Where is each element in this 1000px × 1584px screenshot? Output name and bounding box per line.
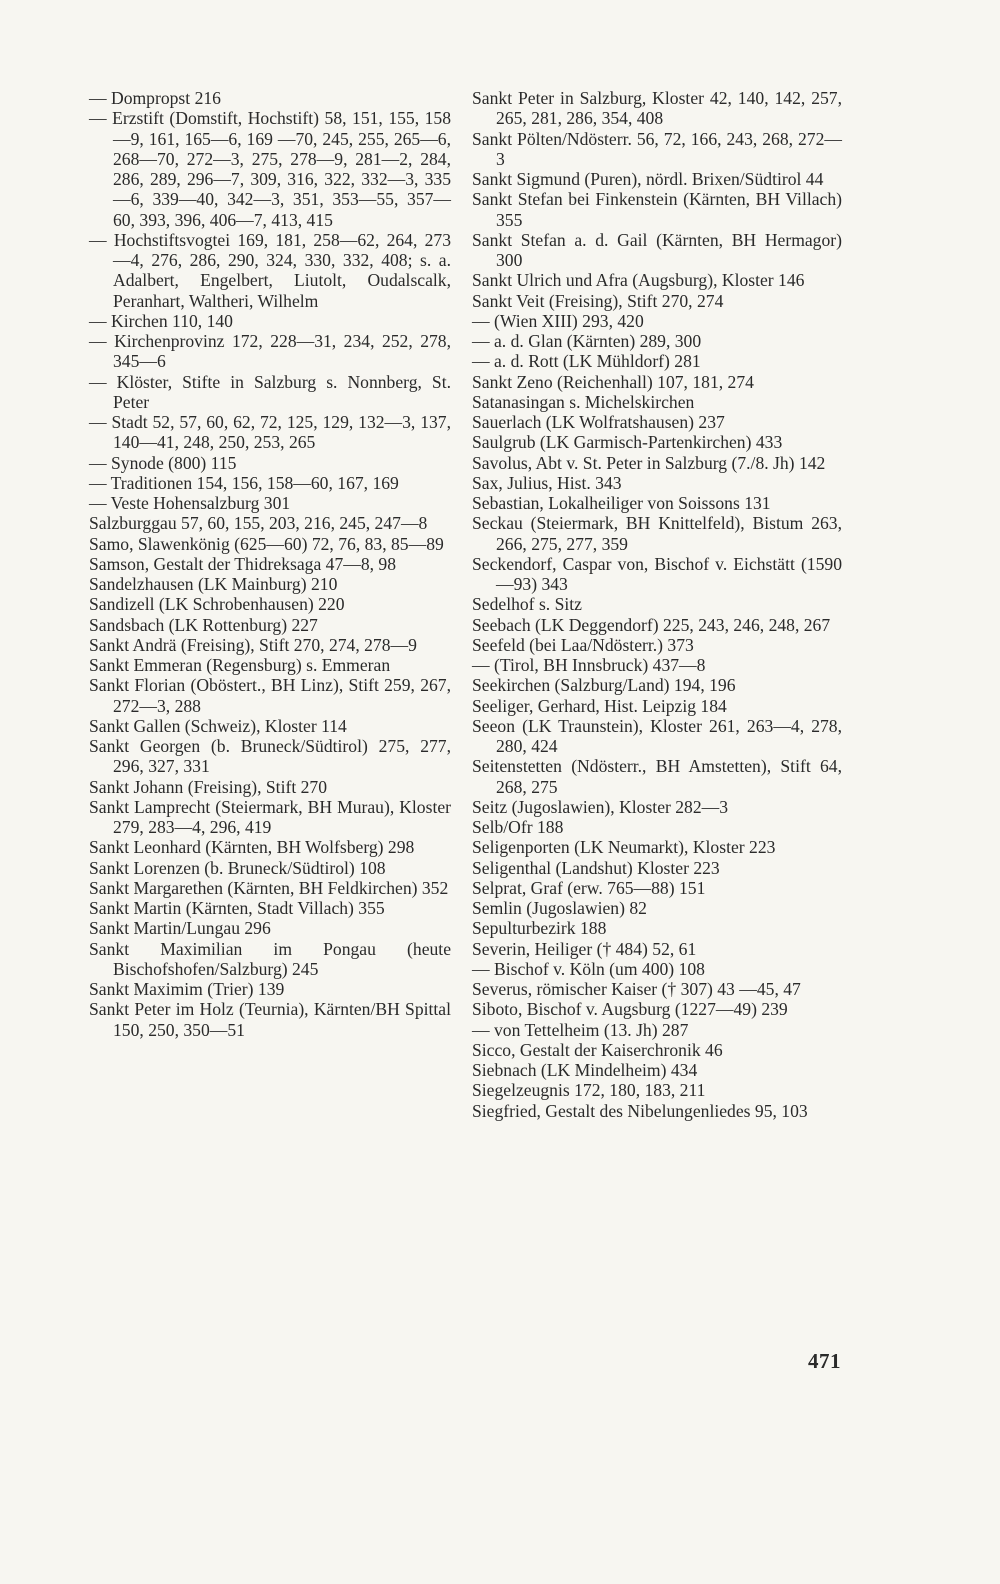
index-entry: Samo, Slawenkönig (625—60) 72, 76, 83, 85—89 <box>89 533 444 554</box>
index-entry: Sandsbach (LK Rottenburg) 227 <box>89 614 318 635</box>
index-entry: — von Tettelheim (13. Jh) 287 <box>472 1019 689 1040</box>
index-entry: — Veste Hohensalzburg 301 <box>89 493 291 513</box>
index-entry: Selb/Ofr 188 <box>472 817 564 837</box>
index-entry: — (Wien XIII) 293, 420 <box>472 310 644 331</box>
index-entry: — Hochstiftsvogtei 169, 181, 258—62, 264, 273—4, 276, 286, 290, 324, 330, 332, 408; s. a. Adalbert, Engelbert, Liutolt, Oudalscalk, Peranhart, Waltheri, Wilhelm <box>89 229 451 311</box>
left-column <box>89 88 451 1040</box>
index-entry: Sandizell (LK Schrobenhausen) 220 <box>89 594 345 615</box>
index-entry: Seeliger, Gerhard, Hist. Leipzig 184 <box>472 695 727 716</box>
index-entry: Sax, Julius, Hist. 343 <box>472 472 622 493</box>
index-entry: — Synode (800) 115 <box>89 452 237 473</box>
index-entry: Sankt Lamprecht (Steiermark, BH Murau), Kloster 279, 283—4, 296, 419 <box>89 796 451 837</box>
index-entry: Sicco, Gestalt der Kaiserchronik 46 <box>472 1039 723 1060</box>
index-entry: Sankt Stefan a. d. Gail (Kärnten, BH Hermagor) 300 <box>472 229 842 270</box>
index-entry: Sankt Sigmund (Puren), nördl. Brixen/Südtirol 44 <box>472 169 824 189</box>
index-entry: Sankt Andrä (Freising), Stift 270, 274, 278—9 <box>89 634 417 655</box>
index-entry: Seitenstetten (Ndösterr., BH Amstetten), Stift 64, 268, 275 <box>472 756 842 797</box>
index-entry: — Traditionen 154, 156, 158—60, 167, 169 <box>89 472 399 493</box>
index-entry: Seeon (LK Traunstein), Kloster 261, 263—4, 278, 280, 424 <box>472 715 842 756</box>
index-entry: Seckendorf, Caspar von, Bischof v. Eichstätt (1590—93) 343 <box>472 553 842 594</box>
index-entry: Sankt Maximilian im Pongau (heute Bischofshofen/Salzburg) 245 <box>89 938 451 979</box>
index-entry: — Stadt 52, 57, 60, 62, 72, 125, 129, 132—3, 137, 140—41, 248, 250, 253, 265 <box>89 412 451 453</box>
index-entry: Sepulturbezirk 188 <box>472 918 607 939</box>
index-entry: Sankt Emmeran (Regensburg) s. Emmeran <box>89 655 391 675</box>
index-entry: Sankt Margarethen (Kärnten, BH Feldkirchen) 352 <box>89 877 449 898</box>
index-entry: Sankt Florian (Oböstert., BH Linz), Stift 259, 267, 272—3, 288 <box>89 675 451 716</box>
index-entry: — (Tirol, BH Innsbruck) 437—8 <box>472 655 706 675</box>
index-entry: Sankt Lorenzen (b. Bruneck/Südtirol) 108 <box>89 857 386 878</box>
index-entry: Sankt Veit (Freising), Stift 270, 274 <box>472 290 724 311</box>
index-entry: Siegfried, Gestalt des Nibelungenliedes 95, 103 <box>472 1100 808 1121</box>
index-entry: Semlin (Jugoslawien) 82 <box>472 898 647 918</box>
index-entry: Sandelzhausen (LK Mainburg) 210 <box>89 574 338 594</box>
index-entry: Sankt Peter in Salzburg, Kloster 42, 140, 142, 257, 265, 281, 286, 354, 408 <box>472 88 842 129</box>
index-entry: Salzburggau 57, 60, 155, 203, 216, 245, 247—8 <box>89 513 428 534</box>
index-entry: Seligenporten (LK Neumarkt), Kloster 223 <box>472 837 776 858</box>
index-entry: Sankt Ulrich und Afra (Augsburg), Kloster 146 <box>472 270 805 291</box>
index-entry: Sankt Peter im Holz (Teurnia), Kärnten/BH Spittal 150, 250, 350—51 <box>89 999 451 1040</box>
index-entry: — Kirchenprovinz 172, 228—31, 234, 252, 278, 345—6 <box>89 331 451 372</box>
index-entry: Savolus, Abt v. St. Peter in Salzburg (7./8. Jh) 142 <box>472 452 826 473</box>
index-entry: Sauerlach (LK Wolfratshausen) 237 <box>472 412 725 432</box>
index-entry: Seefeld (bei Laa/Ndösterr.) 373 <box>472 634 694 655</box>
index-entry: Siegelzeugnis 172, 180, 183, 211 <box>472 1080 706 1101</box>
index-entry: Satanasingan s. Michelskirchen <box>472 391 695 412</box>
page-number: 471 <box>808 1349 841 1373</box>
index-entry: — Klöster, Stifte in Salzburg s. Nonnberg, St. Peter <box>89 371 451 412</box>
index-entry: Sankt Martin (Kärnten, Stadt Villach) 355 <box>89 898 385 918</box>
index-entry: Severus, römischer Kaiser († 307) 43 —45, 47 <box>472 979 801 999</box>
index-entry: — Erzstift (Domstift, Hochstift) 58, 151, 155, 158—9, 161, 165—6, 169 —70, 245, 255, 265—6, 268—70, 272—3, 275, 278—9, 281—2, 284, 286, 289, 296—7, 309, 316, 322, 332—3, 335—6, 339—40, 342—3, 351, 353—55, 357—60, 393, 396, 406—7, 413, 415 <box>89 108 451 230</box>
index-entry: Selprat, Graf (erw. 765—88) 151 <box>472 877 706 898</box>
index-entry: Siebnach (LK Mindelheim) 434 <box>472 1060 698 1080</box>
right-column <box>472 88 842 1121</box>
index-entry: Sankt Gallen (Schweiz), Kloster 114 <box>89 715 347 736</box>
index-entry: Sankt Georgen (b. Bruneck/Südtirol) 275, 277, 296, 327, 331 <box>89 736 451 777</box>
index-entry: — a. d. Glan (Kärnten) 289, 300 <box>472 331 702 351</box>
index-entry: — Dompropst 216 <box>89 88 221 108</box>
index-entry: Sankt Maximim (Trier) 139 <box>89 979 285 999</box>
index-entry: Severin, Heiliger († 484) 52, 61 <box>472 938 697 959</box>
index-entry: Seckau (Steiermark, BH Knittelfeld), Bistum 263, 266, 275, 277, 359 <box>472 513 842 554</box>
index-entry: Seligenthal (Landshut) Kloster 223 <box>472 857 720 878</box>
index-entry: Samson, Gestalt der Thidreksaga 47—8, 98 <box>89 553 397 574</box>
index-entry: Seitz (Jugoslawien), Kloster 282—3 <box>472 796 729 817</box>
index-entry: Sankt Zeno (Reichenhall) 107, 181, 274 <box>472 371 754 392</box>
index-entry: Seekirchen (Salzburg/Land) 194, 196 <box>472 675 736 696</box>
index-entry: Saulgrub (LK Garmisch-Partenkirchen) 433 <box>472 432 783 453</box>
index-entry: — Kirchen 110, 140 <box>89 310 233 331</box>
index-entry: Sankt Stefan bei Finkenstein (Kärnten, BH Villach) 355 <box>472 189 842 230</box>
index-entry: Siboto, Bischof v. Augsburg (1227—49) 239 <box>472 999 788 1020</box>
index-entry: Sankt Pölten/Ndösterr. 56, 72, 166, 243, 268, 272—3 <box>472 128 842 169</box>
index-entry: Sankt Martin/Lungau 296 <box>89 918 271 939</box>
index-entry: — Bischof v. Köln (um 400) 108 <box>472 958 705 979</box>
index-entry: Sankt Johann (Freising), Stift 270 <box>89 776 327 797</box>
index-entry: Sankt Leonhard (Kärnten, BH Wolfsberg) 298 <box>89 837 415 858</box>
index-entry: Seebach (LK Deggendorf) 225, 243, 246, 248, 267 <box>472 614 831 635</box>
index-entry: Sedelhof s. Sitz <box>472 594 582 615</box>
index-entry: Sebastian, Lokalheiliger von Soissons 131 <box>472 493 771 513</box>
index-entry: — a. d. Rott (LK Mühldorf) 281 <box>472 351 701 372</box>
